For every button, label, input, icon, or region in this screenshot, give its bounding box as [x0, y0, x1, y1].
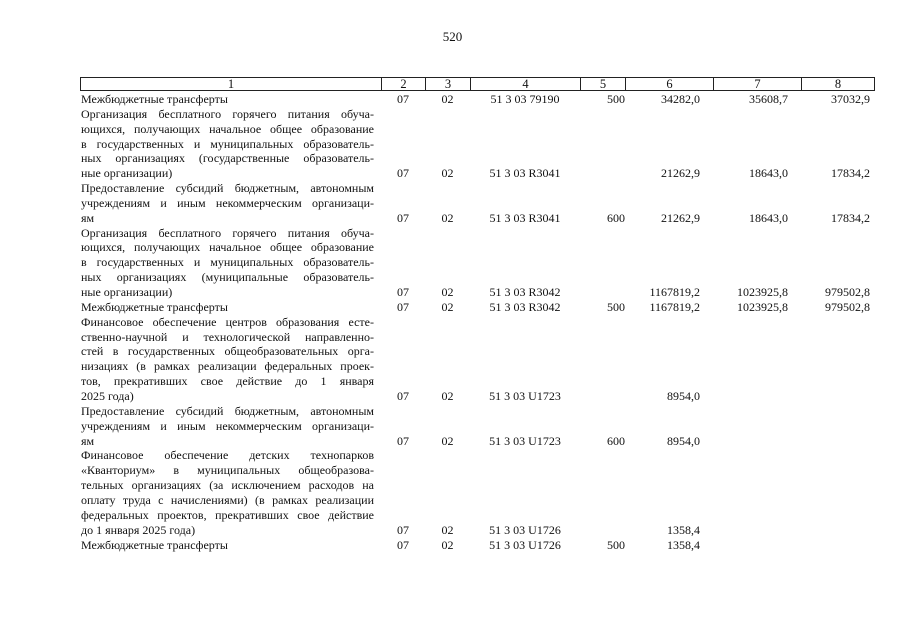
cell-c7: 18643,0: [749, 166, 788, 181]
description-line: низациях (в рамках реализации федеральных проек-: [81, 359, 374, 374]
cell-c3: 02: [441, 299, 454, 314]
cell-c3: 02: [441, 92, 454, 106]
header-col-4: 4: [471, 78, 581, 90]
cell-c8: 17834,2: [831, 166, 870, 181]
description-line: ных организациях (государственные образователь-: [81, 151, 374, 166]
description-line: ям: [81, 433, 95, 448]
cell-c4: 51 3 03 79190: [490, 92, 560, 106]
cell-c8: 17834,2: [831, 210, 870, 225]
header-col-6: 6: [626, 78, 714, 90]
description-line: в государственных и муниципальных образователь-: [81, 136, 374, 151]
table-row: [0, 404, 905, 449]
cell-c3: 02: [441, 389, 454, 403]
cell-c2: 07: [397, 285, 409, 300]
cell-c5: 600: [607, 210, 625, 225]
cell-c2: 07: [397, 433, 409, 448]
cell-c4: 51 3 03 R3042: [489, 299, 561, 314]
cell-c3: 02: [441, 537, 454, 552]
header-col-1: 1: [81, 78, 382, 90]
table-row: [0, 92, 905, 107]
cell-c3: 02: [441, 210, 454, 225]
row-description: [81, 538, 374, 553]
row-description: [81, 448, 374, 537]
cell-c3: 02: [441, 166, 454, 181]
table-header: [80, 77, 875, 91]
cell-c6: 8954,0: [667, 433, 700, 448]
cell-c2: 07: [397, 299, 409, 314]
description-line: 2025 года): [81, 388, 134, 403]
header-col-5: 5: [581, 78, 626, 90]
header-col-3: 3: [426, 78, 471, 90]
cell-c5: 600: [607, 433, 625, 448]
header-col-7: 7: [714, 78, 802, 90]
cell-c4: 51 3 03 U1726: [489, 537, 561, 552]
row-description: [81, 315, 374, 404]
cell-c2: 07: [397, 210, 409, 225]
cell-c3: 02: [441, 522, 454, 537]
description-line: до 1 января 2025 года): [81, 522, 196, 537]
description-line: Предоставление субсидий бюджетным, автономным: [81, 403, 374, 418]
cell-c6: 1167819,2: [649, 285, 700, 300]
description-line: учреждениям и иным некоммерческим организаци-: [81, 418, 374, 433]
cell-c7: 1023925,8: [737, 285, 788, 300]
description-line: стей в государственных общеобразовательных орга-: [81, 344, 374, 359]
description-line: Организация бесплатного горячего питания обуча-: [81, 106, 374, 121]
table-row: [0, 538, 905, 553]
cell-c2: 07: [397, 166, 409, 181]
description-line: ные организации): [81, 166, 173, 181]
table-row: [0, 226, 905, 300]
description-line: ющихся, получающих начальное общее образование: [81, 121, 374, 136]
cell-c5: 500: [607, 92, 625, 106]
cell-c4: 51 3 03 R3041: [489, 166, 561, 181]
cell-c4: 51 3 03 U1723: [489, 433, 561, 448]
page-number: 520: [442, 29, 463, 44]
cell-c8: 37032,9: [831, 92, 870, 106]
description-line: ные организации): [81, 285, 173, 300]
cell-c3: 02: [441, 285, 454, 300]
description-line: Финансовое обеспечение центров образования есте-: [81, 314, 374, 329]
cell-c7: 35608,7: [749, 92, 788, 106]
cell-c4: 51 3 03 U1723: [489, 389, 561, 403]
cell-c4: 51 3 03 R3041: [489, 210, 561, 225]
description-line: тельных организациях (за исключением расходов на: [81, 478, 374, 493]
cell-c4: 51 3 03 R3042: [489, 285, 561, 300]
row-description: [81, 92, 374, 107]
description-line: Предоставление субсидий бюджетным, автономным: [81, 181, 374, 196]
description-line: в государственных и муниципальных образователь-: [81, 255, 374, 270]
table-row: [0, 448, 905, 537]
cell-c3: 02: [441, 433, 454, 448]
table-row: [0, 107, 905, 181]
description-line: Финансовое обеспечение детских технопарков: [81, 448, 374, 463]
description-line: Межбюджетные трансферты: [81, 299, 228, 314]
description-line: федеральных проектов, прекративших свое действие: [81, 507, 374, 522]
description-line: Организация бесплатного горячего питания обуча-: [81, 225, 374, 240]
description-line: «Кванториум» в муниципальных общеобразова-: [81, 463, 374, 478]
description-line: ющихся, получающих начальное общее образование: [81, 240, 374, 255]
cell-c7: 1023925,8: [737, 299, 788, 314]
cell-c2: 07: [397, 389, 409, 403]
cell-c5: 500: [607, 299, 625, 314]
table-row: [0, 300, 905, 315]
header-col-2: 2: [382, 78, 426, 90]
cell-c7: 18643,0: [749, 210, 788, 225]
cell-c8: 979502,8: [825, 299, 870, 314]
cell-c4: 51 3 03 U1726: [489, 522, 561, 537]
description-line: учреждениям и иным некоммерческим организаци-: [81, 195, 374, 210]
cell-c2: 07: [397, 92, 409, 106]
cell-c2: 07: [397, 522, 409, 537]
cell-c5: 500: [607, 537, 625, 552]
header-col-8: 8: [834, 77, 842, 91]
row-description: [81, 404, 374, 449]
table-row: [0, 181, 905, 226]
cell-c2: 07: [397, 537, 409, 552]
row-description: [81, 226, 374, 300]
row-description: [81, 107, 374, 181]
row-description: [81, 181, 374, 226]
cell-c6: 1358,4: [667, 537, 700, 552]
description-line: тов, прекративших свое действие до 1 января: [81, 374, 374, 389]
cell-c8: 979502,8: [825, 285, 870, 300]
description-line: оплату труда с начислениями) (в рамках реализации: [81, 492, 374, 507]
description-line: ных организациях (муниципальные образователь-: [81, 270, 374, 285]
cell-c6: 1358,4: [667, 522, 700, 537]
row-description: [81, 300, 374, 315]
table-row: [0, 315, 905, 404]
cell-c6: 34282,0: [661, 92, 700, 106]
description-line: ственно-научной и технологической направленно-: [81, 329, 374, 344]
cell-c6: 8954,0: [667, 389, 700, 403]
cell-c6: 1167819,2: [649, 299, 700, 314]
description-line: ям: [81, 210, 95, 225]
description-line: Межбюджетные трансферты: [81, 537, 228, 552]
cell-c6: 21262,9: [661, 210, 700, 225]
cell-c6: 21262,9: [661, 166, 700, 181]
description-line: Межбюджетные трансферты: [81, 92, 228, 106]
